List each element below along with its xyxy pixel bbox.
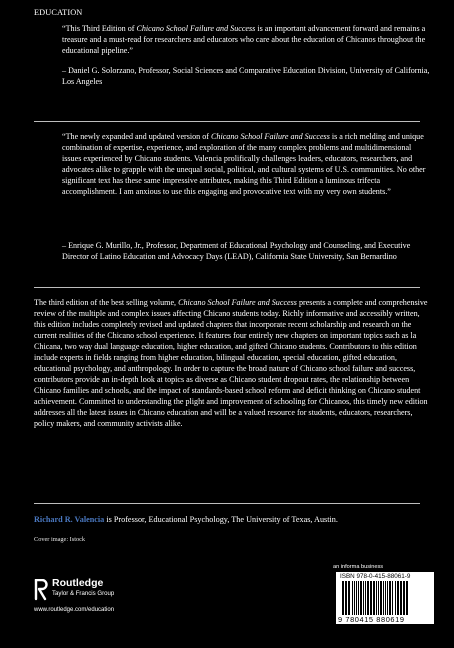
book-title: Chicano School Failure and Success [211,132,330,141]
endorsement-quote-2: “The newly expanded and updated version of Chicano School Failure and Success is a rich melding and unique combination of expertise, experience, and exploration of the many complex problems and multidimensional issues experienced by Chicano students. Valencia prolifically challenges leaders, educators, researchers, and advocates alike to grapple with the unequal social, political, and cultural systems of U.S. communities. No other significant text has these same impressive attributes, making this Third Edition a luminous trifecta accomplishment. I am anxious to use this engaging and provocative text with my very own students.” [62,132,426,196]
endorsement-quote-1: “This Third Edition of Chicano School Failure and Success is an important advancement forward and remains a treasure and a must-read for researchers and educators who care about the education of Chicanos throughout the educational pipeline.” [62,24,426,55]
author-bio: Richard R. Valencia is Professor, Educational Psychology, The University of Texas, Austin. [34,515,338,524]
barcode-bars [342,581,430,615]
divider [34,287,420,288]
book-title: Chicano School Failure and Success [178,298,297,307]
isbn-label: ISBN 978-0-415-88061-9 [340,573,411,580]
book-description: The third edition of the best selling volume, Chicano School Failure and Success presents a complete and comprehensive review of the multiple and complex issues affecting Chicano students today. Richly informative and accessibly written, this edition includes completely revised and updated chapters that incorporate recent scholarship and research on the current realities of the Chicano school experience. It features four entirely new chapters on important topics such as la Chicana, two way dual language education, higher education, and gifted Chicano students. Contributors to this edition include experts in fields ranging from higher education, bilingual education, special education, gifted education, educational psychology, and anthropology. In order to capture the broad nature of Chicano school failure and success, contributors provide an in-depth look at topics as diverse as Chicano student dropout rates, the relationship between Chicano families and schools, and the impact of standards-based school reform and deficit thinking on Chicano student achievement. Committed to understanding the plight and improvement of schooling for Chicanos, this timely new edition addresses all the latest issues in Chicano education and will be a valued resource for students, educators, researchers, policy makers, and community activists alike. [34,298,428,428]
book-title: Chicano School Failure and Success [136,24,256,33]
publisher-name: Routledge [52,577,104,589]
category-label: EDUCATION [34,8,83,17]
cover-credit: Cover image: Istock [34,536,86,543]
routledge-r-icon [34,579,48,601]
author-name: Richard R. Valencia [34,515,105,524]
endorsement-attribution-2: – Enrique G. Murillo, Jr., Professor, Department of Educational Psychology and Counseling, and Executive Director of Latino Education and Advocacy Days (LEAD), California State University, San Bernardino [62,241,411,261]
barcode [336,572,434,624]
endorsement-attribution-1: – Daniel G. Solorzano, Professor, Social Sciences and Comparative Education Division, University of California, Los Angeles [62,66,430,86]
publisher-logo [34,577,164,619]
barcode-digits: 9 780415 880619 [338,615,405,624]
divider [34,503,420,504]
divider [34,121,420,122]
publisher-url[interactable]: www.routledge.com/education [34,607,115,613]
publisher-tagline: Taylor & Francis Group [52,590,115,597]
parent-company: an informa business [333,564,384,570]
